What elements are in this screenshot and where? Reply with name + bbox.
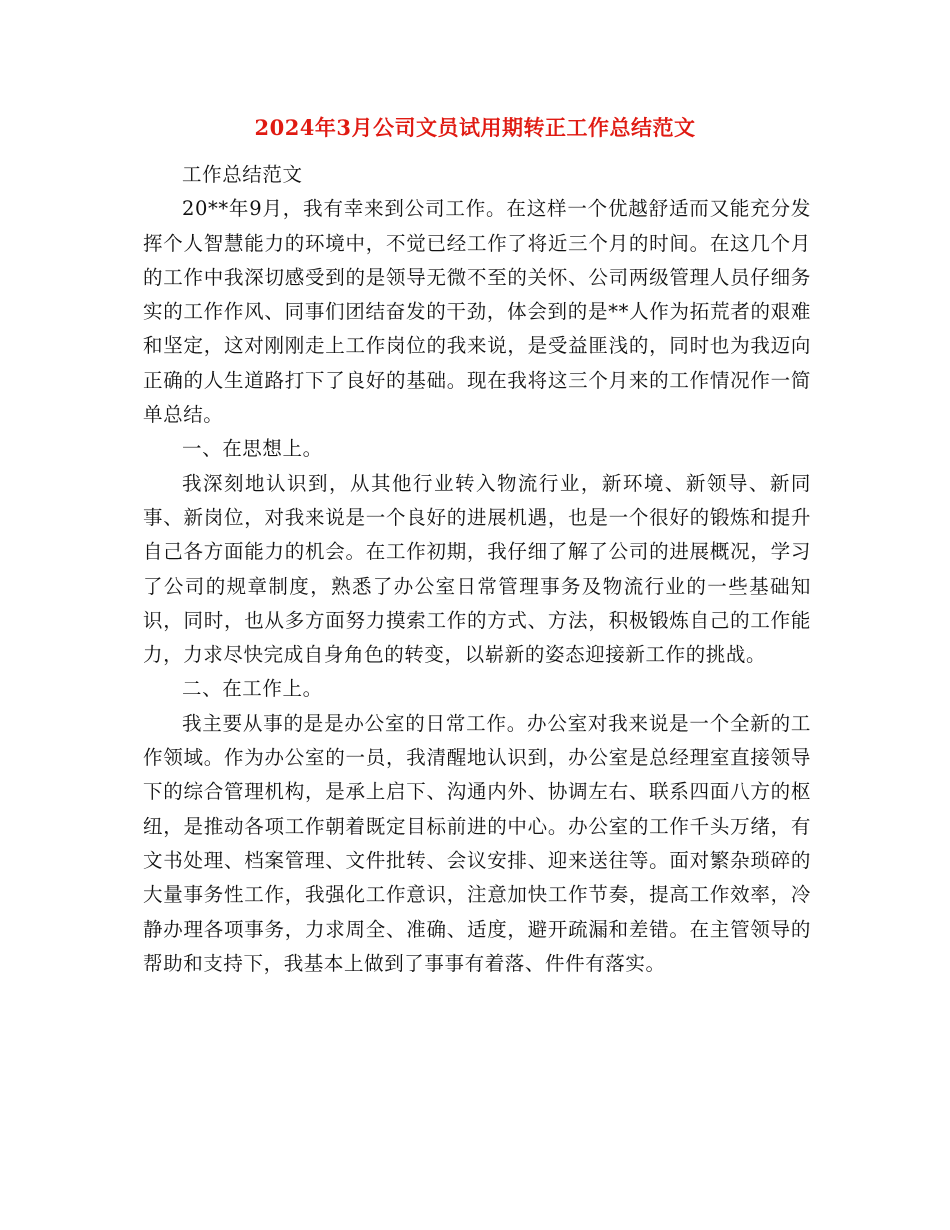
paragraph-thought: 我深刻地认识到，从其他行业转入物流行业，新环境、新领导、新同事、新岗位，对我来说是一个良好的进展机遇，也是一个很好的锻炼和提升自己各方面能力的机会。在工作初期，我仔细了解了公司的进展概况，学习了公司的规章制度，熟悉了办公室日常管理事务及物流行业的一些基础知识，同时，也从多方面努力摸索工作的方式、方法，积极锻炼自己的工作能力，力求尽快完成自身角色的转变，以崭新的姿态迎接新工作的挑战。 [143, 471, 811, 667]
section-heading-thought: 一、在思想上。 [182, 437, 323, 461]
paragraph-heading: 工作总结范文 [182, 163, 303, 186]
paragraph-work: 我主要从事的是是办公室的日常工作。办公室对我来说是一个全新的工作领域。作为办公室的一员，我清醒地认识到，办公室是总经理室直接领导下的综合管理机构，是承上启下、沟通内外、协调左右、联系四面八方的枢纽，是推动各项工作朝着既定目标前进的中心。办公室的工作千头万绪，有文书处理、档案管理、文件批转、会议安排、迎来送往等。面对繁杂琐碎的大量事务性工作，我强化工作意识，注意加快工作节奏，提高工作效率，冷静办理各项事务，力求周全、准确、适度，避开疏漏和差错。在主管领导的帮助和支持下，我基本上做到了事事有着落、件件有落实。 [143, 711, 811, 975]
section-heading-work: 二、在工作上。 [182, 677, 323, 701]
paragraph-intro: 20**年9月，我有幸来到公司工作。在这样一个优越舒适而又能充分发挥个人智慧能力的环境中，不觉已经工作了将近三个月的时间。在这几个月的工作中我深切感受到的是领导无微不至的关怀、公司两级管理人员仔细务实的工作作风、同事们团结奋发的干劲，体会到的是**人作为拓荒者的艰难和坚定，这对刚刚走上工作岗位的我来说，是受益匪浅的，同时也为我迈向正确的人生道路打下了良好的基础。现在我将这三个月来的工作情况作一简单总结。 [143, 197, 811, 427]
document-body [143, 158, 811, 981]
document-title: 2024年3月公司文员试用期转正工作总结范文 [254, 115, 696, 140]
